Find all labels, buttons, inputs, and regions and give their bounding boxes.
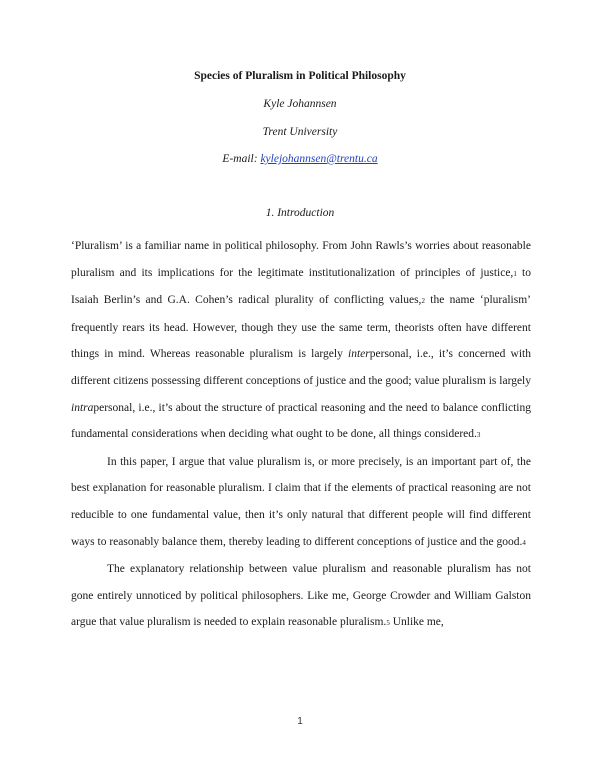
email-link[interactable]: kylejohannsen@trentu.ca	[260, 153, 378, 165]
footnote-ref-3[interactable]: 3	[476, 431, 481, 440]
footnote-ref-1[interactable]: 1	[513, 269, 517, 278]
paragraph-3: The explanatory relationship between value pluralism and reasonable pluralism has not gone entirely unnoticed by political philosophers. Like me, George Crowder and William Galston argue that value pluralism is needed to explain reasonable pluralism.5 Unlike me,	[71, 563, 531, 629]
footnote-ref-4[interactable]: 4	[522, 538, 526, 547]
section-heading: 1. Introduction	[265, 207, 335, 219]
page-number: 1	[297, 716, 303, 727]
paragraph-1: ‘Pluralism’ is a familiar name in political philosophy. From John Rawls’s worries about reasonable pluralism and its implications for the legitimate institutionalization of principles of justice,1 to Isaiah Berlin’s and G.A. Cohen’s radical plurality of conflicting values,2 the name ‘pluralism’ frequently rears its head. However, though they use the same term, theorists often have different things in mind. Whereas reasonable pluralism is largely interpersonal, i.e., it’s concerned with different citizens possessing different conceptions of justice and the good; value pluralism is largely intrapersonal, i.e., it’s about the structure of practical reasoning and the need to balance conflicting fundamental considerations when deciding what ought to be done, all things considered.3	[71, 240, 531, 441]
author-email-line	[0, 153, 600, 165]
email-label: E-mail:	[222, 153, 261, 165]
author-name: Kyle Johannsen	[263, 98, 337, 110]
paragraph-2: In this paper, I argue that value pluralism is, or more precisely, is an important part of, the best explanation for reasonable pluralism. I claim that if the elements of practical reasoning are not reducible to one fundamental value, then it’s only natural that different people will find different ways to reasonably balance them, thereby leading to different conceptions of justice and the good.4	[71, 455, 531, 548]
footnote-ref-5[interactable]: 5	[386, 619, 390, 628]
footnote-ref-2[interactable]: 2	[421, 297, 425, 306]
emphasis-inter: inter	[348, 348, 370, 361]
paper-body	[71, 233, 531, 637]
author-affiliation: Trent University	[262, 126, 338, 138]
emphasis-intra: intra	[71, 401, 94, 414]
paper-title: Species of Pluralism in Political Philosophy	[194, 70, 406, 82]
